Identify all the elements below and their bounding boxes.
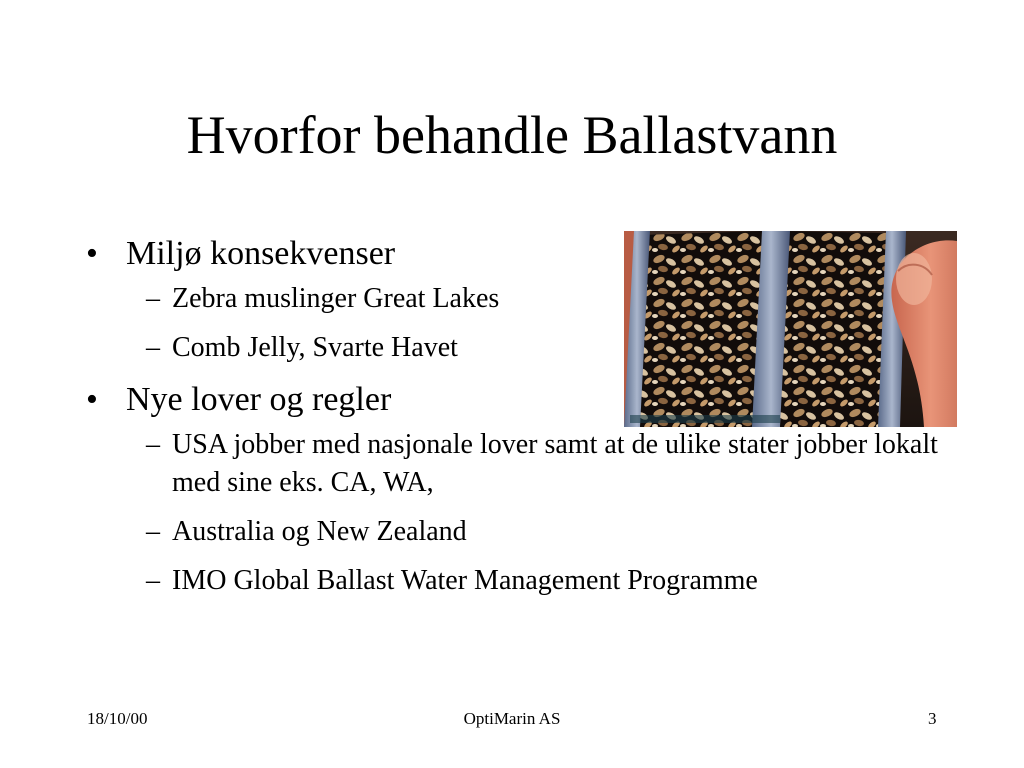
bullet-marker: • xyxy=(86,381,98,418)
bullet-marker: • xyxy=(86,235,98,272)
dash-marker: – xyxy=(146,565,160,596)
zebra-mussels-photo xyxy=(624,231,957,427)
sub-item-text: USA jobber med nasjonale lover samt at de ulike stater jobber lokalt med sine eks. CA, WA, xyxy=(172,429,938,498)
sub-item-text: Zebra muslinger Great Lakes xyxy=(172,283,500,314)
sub-item xyxy=(126,513,966,551)
slide-title: Hvorfor behandle Ballastvann xyxy=(186,105,838,165)
sub-item-text: Australia og New Zealand xyxy=(172,516,467,547)
sub-item xyxy=(126,426,966,502)
bullet-text: Miljø konsekvenser xyxy=(126,235,396,272)
footer-page-number: 3 xyxy=(928,709,937,728)
mussels-image-illustration xyxy=(624,231,957,427)
dash-marker: – xyxy=(146,516,160,547)
footer-company: OptiMarin AS xyxy=(463,709,561,728)
footer-date: 18/10/00 xyxy=(87,709,148,728)
sub-item xyxy=(126,562,966,600)
sub-list xyxy=(126,426,966,600)
sub-item-text: IMO Global Ballast Water Management Programme xyxy=(172,565,758,596)
dash-marker: – xyxy=(146,332,160,363)
bullet-text: Nye lover og regler xyxy=(126,381,392,418)
dash-marker: – xyxy=(146,283,160,314)
dash-marker: – xyxy=(146,429,160,460)
sub-item-text: Comb Jelly, Svarte Havet xyxy=(172,332,458,363)
